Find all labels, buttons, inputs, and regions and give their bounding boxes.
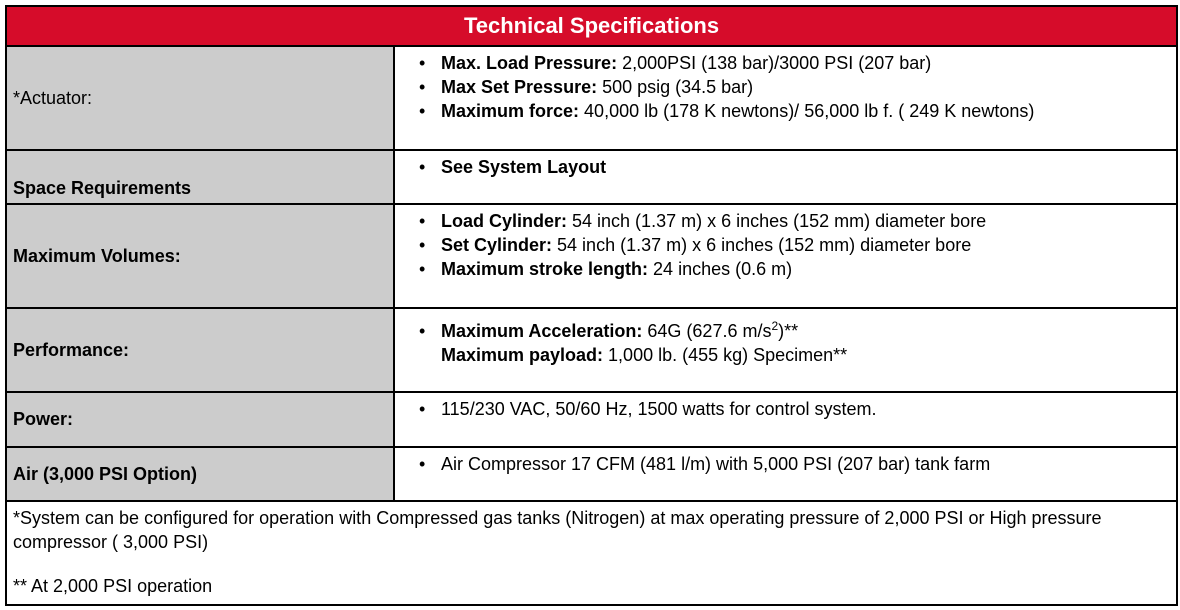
list-item (441, 51, 1166, 75)
list-item (441, 75, 1166, 99)
list-item (441, 319, 1166, 343)
row-label-space-requirements: Space Requirements (6, 150, 394, 204)
list-item (441, 155, 1166, 179)
footnote-system: *System can be configured for operation with Compressed gas tanks (Nitrogen) at max operating pressure of 2,000 PSI or High pressure compressor ( 3,000 PSI) (13, 508, 1102, 552)
row-label-actuator: *Actuator: (6, 46, 394, 150)
spec-text: 2,000PSI (138 bar)/3000 PSI (207 bar) (617, 53, 932, 73)
row-value-performance (394, 308, 1177, 392)
table-row (6, 204, 1177, 308)
list-item (441, 257, 1166, 281)
list-item (441, 343, 1166, 367)
row-label-maximum-volumes: Maximum Volumes: (6, 204, 394, 308)
superscript: 2 (771, 319, 779, 333)
footnotes (6, 501, 1177, 605)
spec-text: 54 inch (1.37 m) x 6 inches (152 mm) diameter bore (567, 211, 987, 231)
row-label-performance: Performance: (6, 308, 394, 392)
row-value-space-requirements (394, 150, 1177, 204)
spec-term: Maximum Acceleration: (441, 321, 643, 341)
spec-term: Maximum force: (441, 101, 580, 121)
row-label-power: Power: (6, 392, 394, 447)
spec-text: 40,000 lb (178 K newtons)/ 56,000 lb f. ( 249 K newtons) (579, 101, 1035, 121)
spec-term: Maximum payload: (441, 345, 604, 365)
list-item (441, 452, 1166, 476)
table-row (6, 150, 1177, 204)
spec-text: 64G (627.6 m/s (642, 321, 772, 341)
list-item (441, 397, 1166, 421)
spec-term: Max Set Pressure: (441, 77, 598, 97)
spec-term: Maximum stroke length: (441, 259, 649, 279)
row-value-air (394, 447, 1177, 501)
table-row (6, 447, 1177, 501)
list-item (441, 209, 1166, 233)
spec-text: 1,000 lb. (455 kg) Specimen** (603, 345, 848, 365)
spec-term: Max. Load Pressure: (441, 53, 618, 73)
row-value-maximum-volumes (394, 204, 1177, 308)
table-title: Technical Specifications (6, 6, 1177, 46)
table-row (6, 501, 1177, 605)
spec-text: 115/230 VAC, 50/60 Hz, 1500 watts for control system. (441, 399, 877, 419)
spec-text: 54 inch (1.37 m) x 6 inches (152 mm) diameter bore (552, 235, 972, 255)
spec-sheet (5, 5, 1176, 605)
spec-text: 500 psig (34.5 bar) (597, 77, 754, 97)
table-row (6, 308, 1177, 392)
spec-term: Load Cylinder: (441, 211, 568, 231)
spec-text: Air Compressor 17 CFM (481 l/m) with 5,000 PSI (207 bar) tank farm (441, 454, 991, 474)
list-item (441, 233, 1166, 257)
technical-specifications-table (5, 5, 1178, 606)
row-value-actuator (394, 46, 1177, 150)
footnote-operation: ** At 2,000 PSI operation (13, 576, 213, 596)
spec-term: See System Layout (441, 157, 607, 177)
spec-term: Set Cylinder: (441, 235, 553, 255)
spec-text-after: )** (778, 321, 799, 341)
table-row (6, 46, 1177, 150)
list-item (441, 99, 1166, 123)
spec-text: 24 inches (0.6 m) (648, 259, 793, 279)
row-label-air: Air (3,000 PSI Option) (6, 447, 394, 501)
table-row (6, 392, 1177, 447)
row-value-power (394, 392, 1177, 447)
